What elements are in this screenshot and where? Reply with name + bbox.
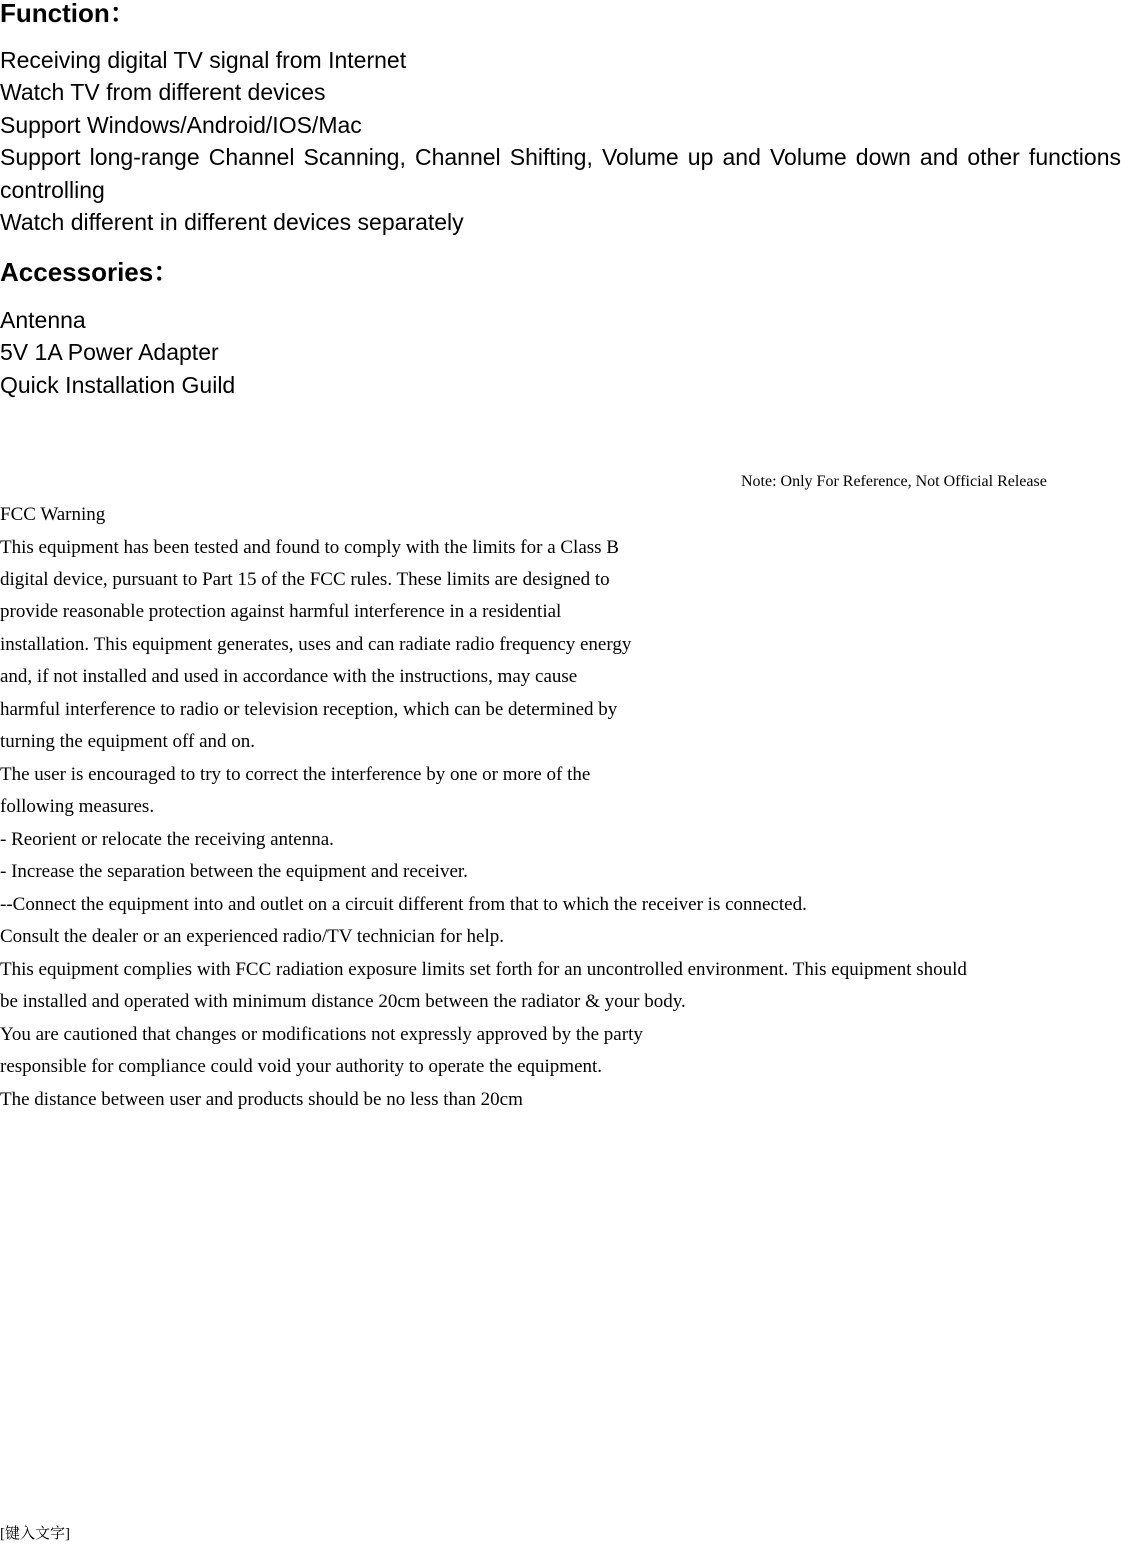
- accessory-item: 5V 1A Power Adapter: [0, 339, 219, 365]
- fcc-line: Consult the dealer or an experienced radio/TV technician for help.: [0, 926, 505, 947]
- fcc-title: FCC Warning: [0, 504, 106, 525]
- fcc-line: This equipment complies with FCC radiation exposure limits set forth for an uncontrolled environment. This equipment should: [0, 959, 967, 980]
- function-line: Support Windows/Android/IOS/Mac: [0, 112, 362, 138]
- fcc-line: turning the equipment off and on.: [0, 731, 256, 752]
- fcc-line: be installed and operated with minimum distance 20cm between the radiator & your body.: [0, 991, 686, 1012]
- fcc-line: and, if not installed and used in accordance with the instructions, may cause: [0, 666, 578, 687]
- function-paragraph: Support long-range Channel Scanning, Channel Shifting, Volume up and Volume down and other functions controlling: [0, 144, 1121, 203]
- fcc-line: digital device, pursuant to Part 15 of the FCC rules. These limits are designed to: [0, 569, 610, 590]
- fcc-line: installation. This equipment generates, uses and can radiate radio frequency energy: [0, 634, 632, 655]
- fcc-line: responsible for compliance could void your authority to operate the equipment.: [0, 1056, 603, 1077]
- fcc-line: The distance between user and products should be no less than 20cm: [0, 1089, 523, 1110]
- function-line: Watch TV from different devices: [0, 79, 326, 105]
- function-line: Receiving digital TV signal from Internet: [0, 47, 407, 73]
- fcc-line: You are cautioned that changes or modifications not expressly approved by the party: [0, 1024, 643, 1045]
- fcc-line: provide reasonable protection against harmful interference in a residential: [0, 601, 562, 622]
- fcc-line: - Reorient or relocate the receiving antenna.: [0, 829, 334, 850]
- function-heading: Function：: [0, 0, 136, 28]
- function-line: Watch different in different devices separately: [0, 209, 464, 235]
- fcc-line: This equipment has been tested and found to comply with the limits for a Class B: [0, 537, 619, 558]
- accessory-item: Quick Installation Guild: [0, 372, 236, 398]
- accessories-heading: Accessories：: [0, 257, 180, 287]
- accessory-item: Antenna: [0, 307, 86, 333]
- fcc-line: - Increase the separation between the equipment and receiver.: [0, 861, 468, 882]
- fcc-line: harmful interference to radio or television reception, which can be determined by: [0, 699, 618, 720]
- fcc-line: following measures.: [0, 796, 155, 817]
- footer-placeholder: [键入文字]: [0, 1526, 70, 1542]
- fcc-line: --Connect the equipment into and outlet on a circuit different from that to which the receiver is connected.: [0, 894, 807, 915]
- fcc-line: The user is encouraged to try to correct the interference by one or more of the: [0, 764, 591, 785]
- reference-note: Note: Only For Reference, Not Official Release: [741, 473, 1047, 490]
